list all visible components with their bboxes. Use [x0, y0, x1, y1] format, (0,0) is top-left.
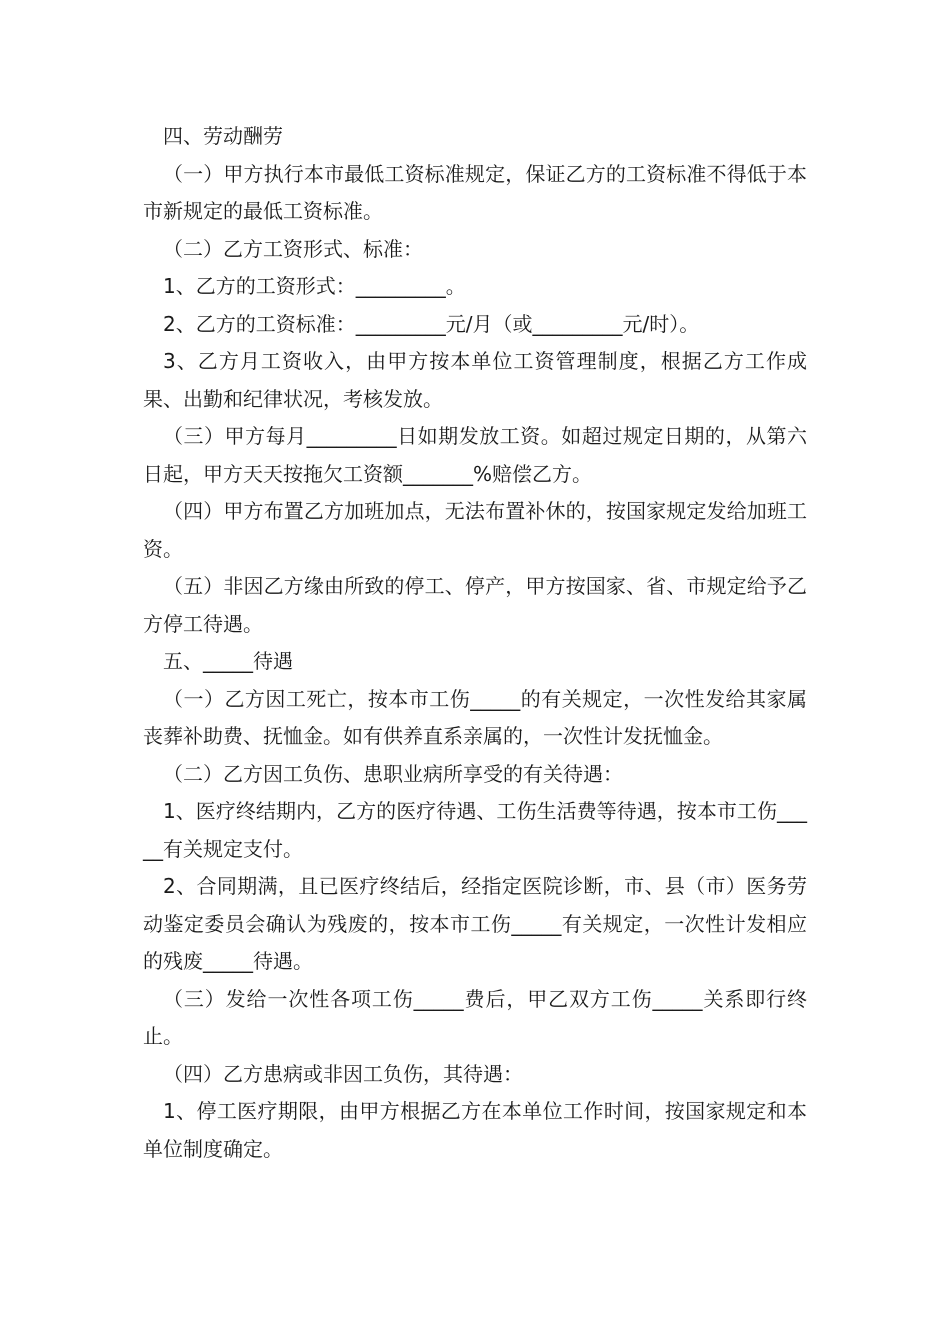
paragraph: （二）乙方因工负伤、患职业病所享受的有关待遇： [163, 761, 623, 786]
paragraph: （二）乙方工资形式、标准： [163, 236, 423, 261]
paragraph: 1、停工医疗期限，由甲方根据乙方在本单位工作时间，按国家规定和本单位制度确定。 [143, 1099, 807, 1161]
paragraph: 2、合同期满，且已医疗终结后，经指定医院诊断，市、县（市）医务劳动鉴定委员会确认为残废的，按本市工伤_____有关规定，一次性计发相应的残废_____待遇。 [143, 874, 807, 973]
paragraph: （五）非因乙方缘由所致的停工、停产，甲方按国家、省、市规定给予乙方停工待遇。 [143, 574, 807, 636]
section-heading-labor-pay: 四、劳动酬劳 [163, 124, 283, 148]
paragraph: （一）甲方执行本市最低工资标准规定，保证乙方的工资标准不得低于本市新规定的最低工资标准。 [143, 161, 807, 223]
paragraph: （四）乙方患病或非因工负伤，其待遇： [163, 1061, 523, 1086]
document-body [143, 118, 807, 1168]
paragraph: 1、医疗终结期内，乙方的医疗待遇、工伤生活费等待遇，按本市工伤_____有关规定支付。 [143, 799, 807, 861]
paragraph: 2、乙方的工资标准：_________元/月（或_________元/时）。 [163, 311, 700, 336]
paragraph: （三）甲方每月_________日如期发放工资。如超过规定日期的，从第六日起，甲方天天按拖欠工资额_______%赔偿乙方。 [143, 424, 807, 486]
paragraph: 3、乙方月工资收入，由甲方按本单位工资管理制度，根据乙方工作成果、出勤和纪律状况，考核发放。 [143, 349, 807, 411]
section-heading-benefits: 五、_____待遇 [163, 649, 293, 673]
paragraph: 1、乙方的工资形式：_________。 [163, 274, 466, 298]
paragraph: （三）发给一次性各项工伤_____费后，甲乙双方工伤_____关系即行终止。 [143, 986, 807, 1048]
paragraph: （四）甲方布置乙方加班加点，无法布置补休的，按国家规定发给加班工资。 [143, 499, 807, 561]
paragraph: （一）乙方因工死亡，按本市工伤_____的有关规定，一次性发给其家属丧葬补助费、抚恤金。如有供养直系亲属的，一次性计发抚恤金。 [143, 686, 807, 748]
